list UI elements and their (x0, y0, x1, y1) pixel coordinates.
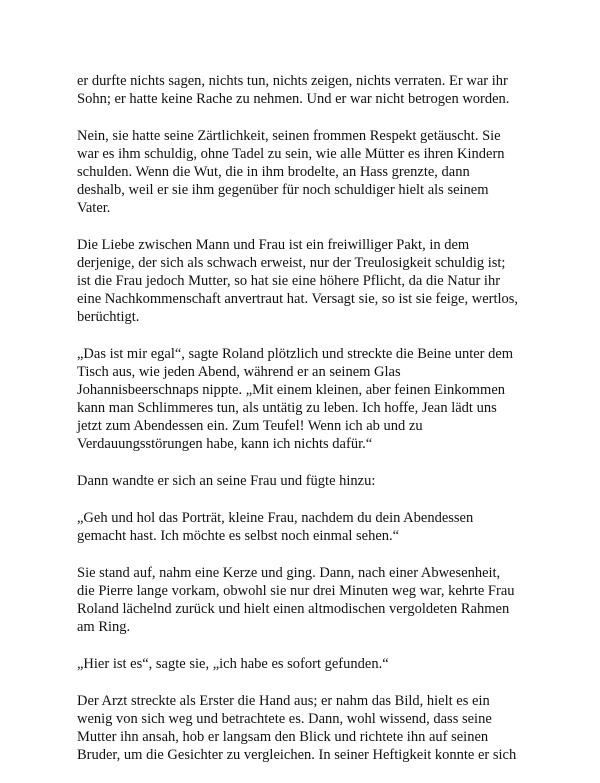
document-page (77, 72, 537, 783)
paragraph: Die Liebe zwischen Mann und Frau ist ein freiwilliger Pakt, in dem derjenige, der sich als schwach erweist, nur der Treulosigkeit schuldig ist; ist die Frau jedoch Mutter, so hat sie eine höhere Pflicht, da die Natur ihr eine Nachkommenschaft anvertraut hat. Versagt sie, so ist sie feige, wertlos, berüchtigt. (77, 237, 519, 325)
paragraph: Sie stand auf, nahm eine Kerze und ging. Dann, nach einer Abwesenheit, die Pierre lange vorkam, obwohl sie nur drei Minuten weg war, kehrte Frau Roland lächelnd zurück und hielt einen altmodischen vergoldeten Rahmen am Ring. (77, 565, 515, 635)
paragraph: „Hier ist es“, sagte sie, „ich habe es sofort gefunden.“ (77, 656, 389, 672)
paragraph: Nein, sie hatte seine Zärtlichkeit, seinen frommen Respekt getäuscht. Sie war es ihm schuldig, ohne Tadel zu sein, wie alle Mütter es ihren Kindern schulden. Wenn die Wut, die in ihm brodelte, an Hass grenzte, dann deshalb, weil er sie ihm gegenüber für noch schuldiger hielt als seinem Vater. (77, 128, 505, 216)
paragraph: „Geh und hol das Porträt, kleine Frau, nachdem du dein Abendessen gemacht hast. Ich möchte es selbst noch einmal sehen.“ (77, 510, 474, 544)
paragraph: „Das ist mir egal“, sagte Roland plötzlich und streckte die Beine unter dem Tisch aus, wie jeden Abend, während er an seinem Glas Johannisbeerschnaps nippte. „Mit einem kleinen, aber feinen Einkommen kann man Schlimmeres tun, als untätig zu leben. Ich hoffe, Jean lädt uns jetzt zum Abendessen ein. Zum Teufel! Wenn ich ab und zu Verdauungsstörungen habe, kann ich nichts dafür.“ (77, 346, 514, 452)
paragraph: Dann wandte er sich an seine Frau und fügte hinzu: (77, 473, 376, 489)
paragraph: Der Arzt streckte als Erster die Hand aus; er nahm das Bild, hielt es ein wenig von sich weg und betrachtete es. Dann, wohl wissend, dass seine Mutter ihn ansah, hob er langsam den Blick und richtete ihn auf seinen Bruder, um die Gesichter zu vergleichen. In seiner Heftigkeit konnte er sich (77, 693, 517, 763)
paragraph: er durfte nichts sagen, nichts tun, nichts zeigen, nichts verraten. Er war ihr Sohn; er hatte keine Rache zu nehmen. Und er war nicht betrogen worden. (77, 73, 510, 107)
